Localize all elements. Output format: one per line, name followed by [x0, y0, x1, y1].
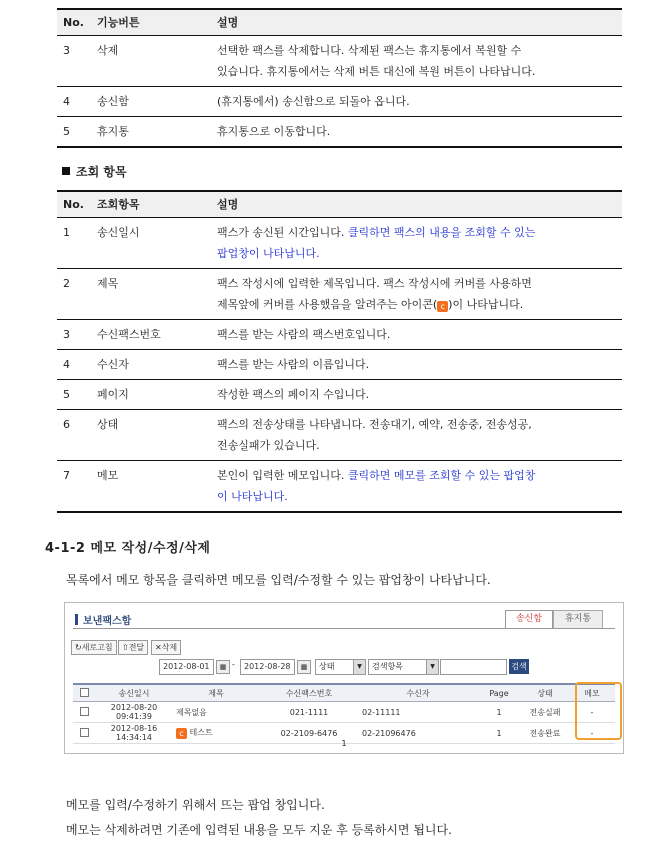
col-receiver[interactable]: 수신자	[359, 684, 477, 702]
table-row	[57, 380, 622, 410]
cell-fax: 02-2109-6476	[259, 723, 359, 744]
row-name: 송신일시	[91, 218, 211, 269]
col-title[interactable]: 제목	[173, 684, 259, 702]
row-name: 페이지	[91, 380, 211, 410]
cell-page: 1	[477, 702, 521, 723]
row-desc: 팩스가 송신된 시간입니다. 클릭하면 팩스의 내용을 조회할 수 있는 팝업창이 나타납니다.	[211, 218, 622, 269]
cell-receiver: 02-21096476	[359, 723, 477, 744]
calendar-icon[interactable]: ▦	[297, 660, 311, 674]
row-desc: 본인이 입력한 메모입니다. 클릭하면 메모를 조회할 수 있는 팝업창 이 나타납니다.	[211, 461, 622, 513]
delete-button[interactable]: ✕삭제	[151, 640, 181, 655]
tab-trash[interactable]: 휴지통	[553, 610, 603, 629]
row-desc: 팩스 작성시에 입력한 제목입니다. 팩스 작성시에 커버를 사용하면 제목앞에 커버를 사용했음을 알려주는 아이콘( c )이 나타납니다.	[211, 269, 622, 320]
table-row	[57, 269, 622, 320]
col-item: 조회항목	[91, 191, 211, 218]
cover-icon: c	[437, 301, 448, 312]
title-bar-icon	[75, 614, 78, 625]
cell-receiver: 02-11111	[359, 702, 477, 723]
table-header-row	[73, 684, 615, 702]
row-checkbox[interactable]	[73, 702, 95, 723]
table-row	[57, 117, 622, 148]
cell-status: 전송실패	[521, 702, 569, 723]
row-desc: 휴지통으로 이동합니다.	[211, 117, 622, 148]
table-row	[57, 218, 622, 269]
row-desc: 작성한 팩스의 페이지 수입니다.	[211, 380, 622, 410]
row-name: 휴지통	[91, 117, 211, 148]
row-name: 상태	[91, 410, 211, 461]
outro-text-2: 메모는 삭제하려면 기존에 입력된 내용을 모두 지운 후 등록하시면 됩니다.	[66, 823, 452, 837]
row-desc: 선택한 팩스를 삭제합니다. 삭제된 팩스는 휴지통에서 복원할 수 있습니다. 휴지통에서는 삭제 버튼 대신에 복원 버튼이 나타납니다.	[211, 36, 622, 87]
fax-list-screenshot	[64, 602, 624, 754]
date-separator: -	[232, 660, 235, 669]
cell-date[interactable]: 2012-08-16 14:34:14	[95, 723, 173, 744]
row-desc: 팩스의 전송상태를 나타냅니다. 전송대기, 예약, 전송중, 전송성공, 전송실패가 있습니다.	[211, 410, 622, 461]
table-header-row	[57, 191, 622, 218]
row-name: 삭제	[91, 36, 211, 87]
row-no: 4	[57, 87, 91, 117]
calendar-icon[interactable]: ▦	[216, 660, 230, 674]
cell-memo[interactable]: -	[569, 723, 615, 744]
row-no: 1	[57, 218, 91, 269]
row-name: 제목	[91, 269, 211, 320]
col-status[interactable]: 상태	[521, 684, 569, 702]
status-select[interactable]: 상태 ▼	[315, 659, 366, 675]
function-button-table	[57, 8, 622, 148]
tab-divider	[73, 628, 615, 629]
search-input[interactable]	[440, 659, 507, 675]
query-item-table	[57, 190, 622, 513]
cell-fax: 021-1111	[259, 702, 359, 723]
col-description: 설명	[211, 9, 622, 36]
row-no: 3	[57, 36, 91, 87]
row-name: 메모	[91, 461, 211, 513]
table-row	[57, 320, 622, 350]
row-name: 송신함	[91, 87, 211, 117]
col-date[interactable]: 송신일시	[95, 684, 173, 702]
table-row	[73, 702, 615, 723]
pagination[interactable]: 1	[341, 739, 347, 748]
intro-text: 목록에서 메모 항목을 클릭하면 메모를 입력/수정할 수 있는 팝업창이 나타납니다.	[66, 573, 491, 587]
col-fax[interactable]: 수신팩스번호	[259, 684, 359, 702]
col-page[interactable]: Page	[477, 684, 521, 702]
cover-icon: c	[176, 728, 187, 739]
cell-title[interactable]: c 테스트	[173, 723, 259, 744]
row-desc: 팩스를 받는 사람의 팩스번호입니다.	[211, 320, 622, 350]
row-name: 수신자	[91, 350, 211, 380]
row-no: 2	[57, 269, 91, 320]
row-no: 5	[57, 380, 91, 410]
fax-list-table	[73, 683, 615, 744]
col-memo[interactable]: 메모	[569, 684, 615, 702]
col-function: 기능버튼	[91, 9, 211, 36]
section-title: 조회 항목	[62, 163, 127, 180]
table-row	[57, 350, 622, 380]
select-all-checkbox[interactable]	[73, 684, 95, 702]
table-header-row	[57, 9, 622, 36]
tab-sent[interactable]: 송신함	[505, 610, 553, 629]
table-row	[57, 36, 622, 87]
row-no: 5	[57, 117, 91, 148]
date-from-input[interactable]: 2012-08-01	[159, 659, 214, 675]
delete-icon: ✕	[155, 643, 162, 652]
section-heading: 4-1-2 메모 작성/수정/삭제	[45, 541, 211, 556]
row-desc: (휴지통에서) 송신함으로 되돌아 옵니다.	[211, 87, 622, 117]
outro-text-1: 메모를 입력/수정하기 위해서 뜨는 팝업 창입니다.	[66, 798, 325, 812]
row-no: 3	[57, 320, 91, 350]
chevron-down-icon: ▼	[426, 660, 438, 674]
forward-icon: ⇧	[122, 643, 129, 652]
col-no: No.	[57, 191, 91, 218]
screenshot-title: 보낸팩스함	[75, 612, 131, 627]
memo-column-highlight	[575, 682, 622, 740]
refresh-button[interactable]: ↻새로고침	[71, 640, 117, 655]
row-desc: 팩스를 받는 사람의 이름입니다.	[211, 350, 622, 380]
cell-page: 1	[477, 723, 521, 744]
col-no: No.	[57, 9, 91, 36]
row-no: 6	[57, 410, 91, 461]
table-row	[57, 410, 622, 461]
refresh-icon: ↻	[75, 643, 82, 652]
table-row	[57, 87, 622, 117]
row-no: 7	[57, 461, 91, 513]
forward-button[interactable]: ⇧전달	[118, 640, 148, 655]
square-bullet-icon	[62, 167, 70, 175]
chevron-down-icon: ▼	[353, 660, 365, 674]
cell-status: 전송완료	[521, 723, 569, 744]
col-description: 설명	[211, 191, 622, 218]
row-name: 수신팩스번호	[91, 320, 211, 350]
cell-title[interactable]: 제목없음	[173, 702, 259, 723]
cell-memo[interactable]: -	[569, 702, 615, 723]
row-no: 4	[57, 350, 91, 380]
date-to-input[interactable]: 2012-08-28	[240, 659, 295, 675]
search-button[interactable]: 검색	[509, 659, 529, 674]
cell-date[interactable]: 2012-08-20 09:41:39	[95, 702, 173, 723]
field-select[interactable]: 검색항목 ▼	[368, 659, 439, 675]
table-row	[57, 461, 622, 513]
